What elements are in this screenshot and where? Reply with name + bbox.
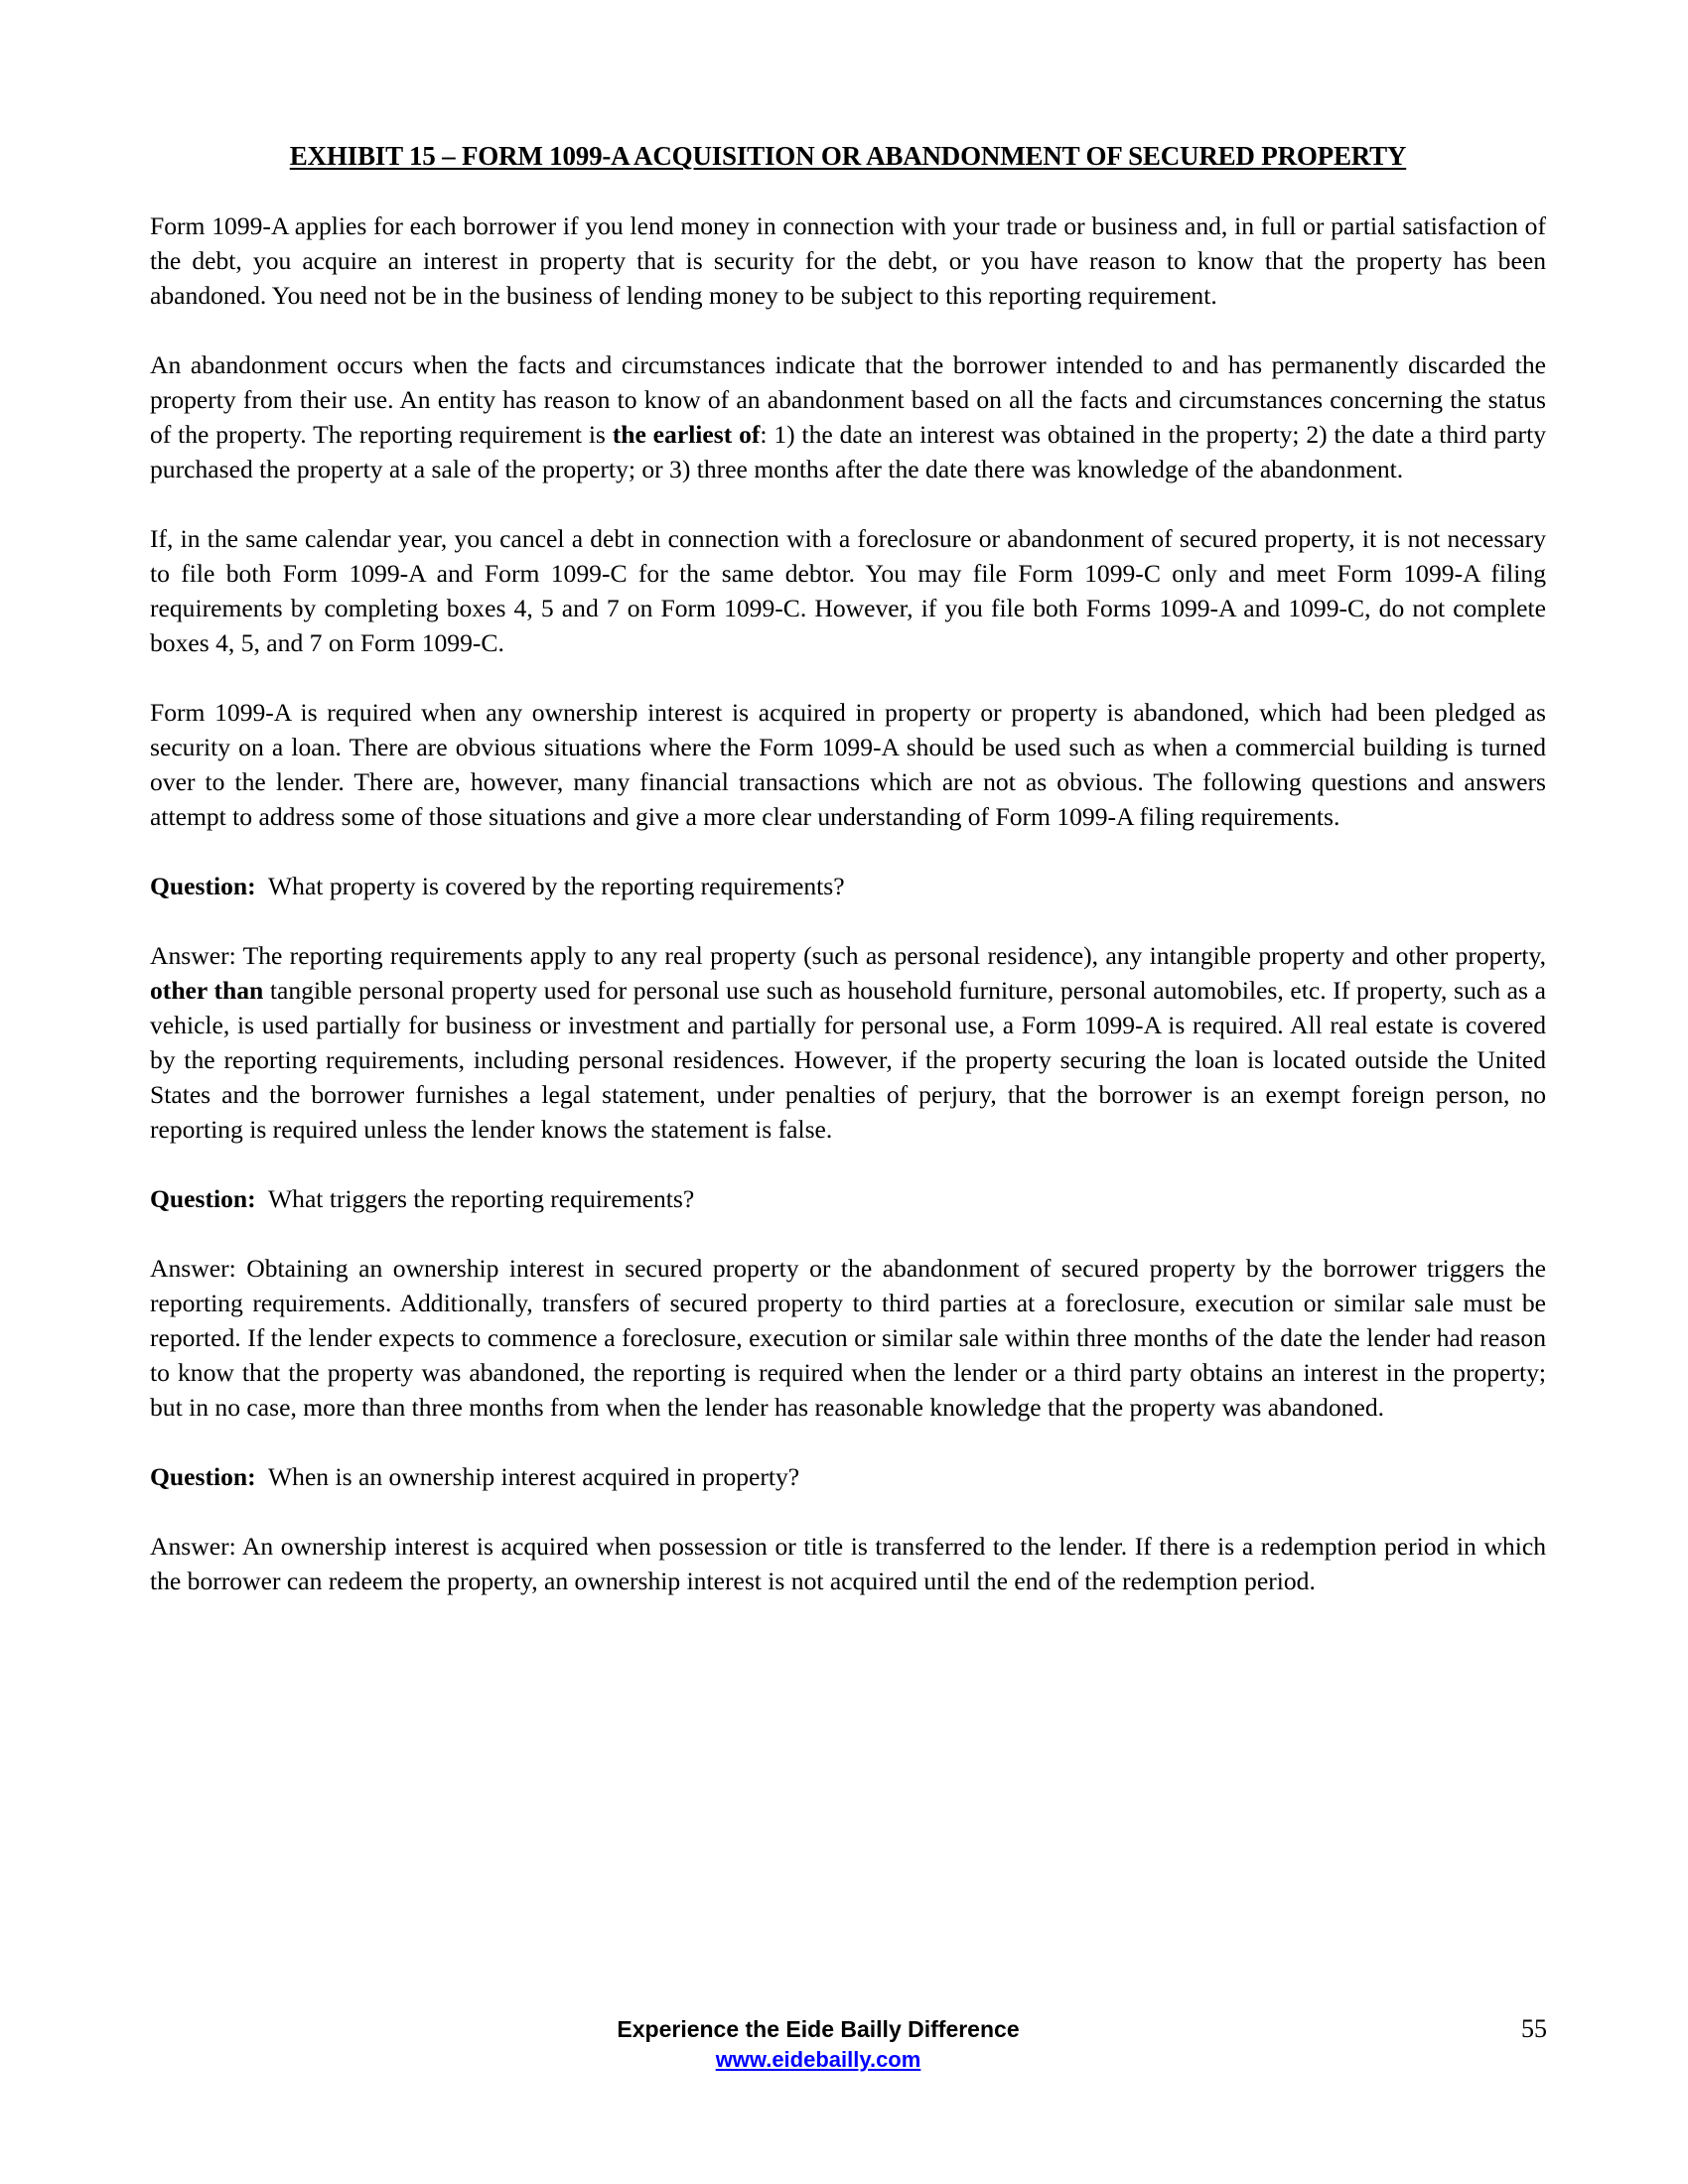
answer-3: Answer: An ownership interest is acquired when possession or title is transferred to the lender. If there is a redemption period in which the borrower can redeem the property, an ownership interest is not acquired until the end of the redemption period.: [150, 1532, 1546, 1595]
paragraph-ownership-interest: Form 1099-A is required when any ownership interest is acquired in property or property is abandoned, which had been pledged as security on a loan. There are obvious situations where the Form 1099-A should be used such as when a commercial building is turned over to the lender. There are, however, many financial transactions which are not as obvious. The following questions and answers attempt to address some of those situations and give a more clear understanding of Form 1099-A filing requirements.: [150, 698, 1546, 831]
document-page: [150, 139, 1546, 1633]
question-label: Question:: [150, 1462, 256, 1491]
page-title: EXHIBIT 15 – FORM 1099-A ACQUISITION OR ABANDONMENT OF SECURED PROPERTY: [289, 141, 1407, 171]
question-label: Question:: [150, 1184, 256, 1213]
question-label: Question:: [150, 872, 256, 900]
answer-text: tangible personal property used for personal use such as household furniture, personal automobiles, etc. If property, such as a vehicle, is used partially for business or investment and partially for personal use, a Form 1099-A is required. All real estate is covered by the reporting requirements, including personal residences. However, if the property securing the loan is located outside the United States and the borrower furnishes a legal statement, under penalties of perjury, that the borrower is an exempt foreign person, no reporting is required unless the lender knows the statement is false.: [150, 976, 1547, 1144]
paragraph-same-calendar-year: If, in the same calendar year, you cancel a debt in connection with a foreclosure or abandonment of secured property, it is not necessary to file both Form 1099-A and Form 1099-C for the same debtor. You may file Form 1099-C only and meet Form 1099-A filing requirements by completing boxes 4, 5 and 7 on Form 1099-C. However, if you file both Forms 1099-A and 1099-C, do not complete boxes 4, 5, and 7 on Form 1099-C.: [150, 524, 1546, 657]
answer-2: Answer: Obtaining an ownership interest in secured property or the abandonment of secured property by the borrower triggers the reporting requirements. Additionally, transfers of secured property to third parties at a foreclosure, execution or similar sale must be reported. If the lender expects to commence a foreclosure, execution or similar sale within three months of the date the lender had reason to know that the property was abandoned, the reporting is required when the lender or a third party obtains an interest in the property; but in no case, more than three months from when the lender has reasonable knowledge that the property was abandoned.: [150, 1254, 1546, 1422]
answer-1: [150, 938, 1546, 1147]
emphasis-earliest-of: the earliest of: [612, 420, 761, 449]
paragraph-text: An abandonment occurs when the facts and circumstances indicate that the borrower intended to and has permanently discarded the property from their use. An entity has reason to know of an abandonment based on all the facts and circumstances concerning the status of the property. The reporting requirement is: [150, 350, 1546, 449]
answer-text: Answer: The reporting requirements apply to any real property (such as personal residence), any intangible property and other property,: [150, 941, 1546, 970]
emphasis-other-than: other than: [150, 976, 264, 1005]
paragraph-1099a-applies: Form 1099-A applies for each borrower if you lend money in connection with your trade or business and, in full or partial satisfaction of the debt, you acquire an interest in property that is security for the debt, or you have reason to know that the property has been abandoned. You need not be in the business of lending money to be subject to this reporting requirement.: [150, 211, 1546, 310]
page-footer: [0, 2015, 1688, 2085]
question-2: [150, 1181, 1546, 1216]
page-number: 55: [1521, 2014, 1547, 2043]
paragraph-abandonment: [150, 347, 1546, 486]
question-text: What triggers the reporting requirements?: [255, 1184, 695, 1213]
question-text: What property is covered by the reporting requirements?: [255, 872, 845, 900]
paragraph-text: : 1) the date an interest was obtained in the property; 2) the date a third party purchased the property at a sale of the property; or 3) three months after the date there was knowledge of the abandonment.: [150, 420, 1546, 483]
question-text: When is an ownership interest acquired in property?: [255, 1462, 800, 1491]
footer-tagline: Experience the Eide Bailly Difference: [617, 2016, 1020, 2042]
question-1: [150, 869, 1546, 903]
question-3: [150, 1459, 1546, 1494]
website-link[interactable]: www.eidebailly.com: [715, 2047, 921, 2072]
